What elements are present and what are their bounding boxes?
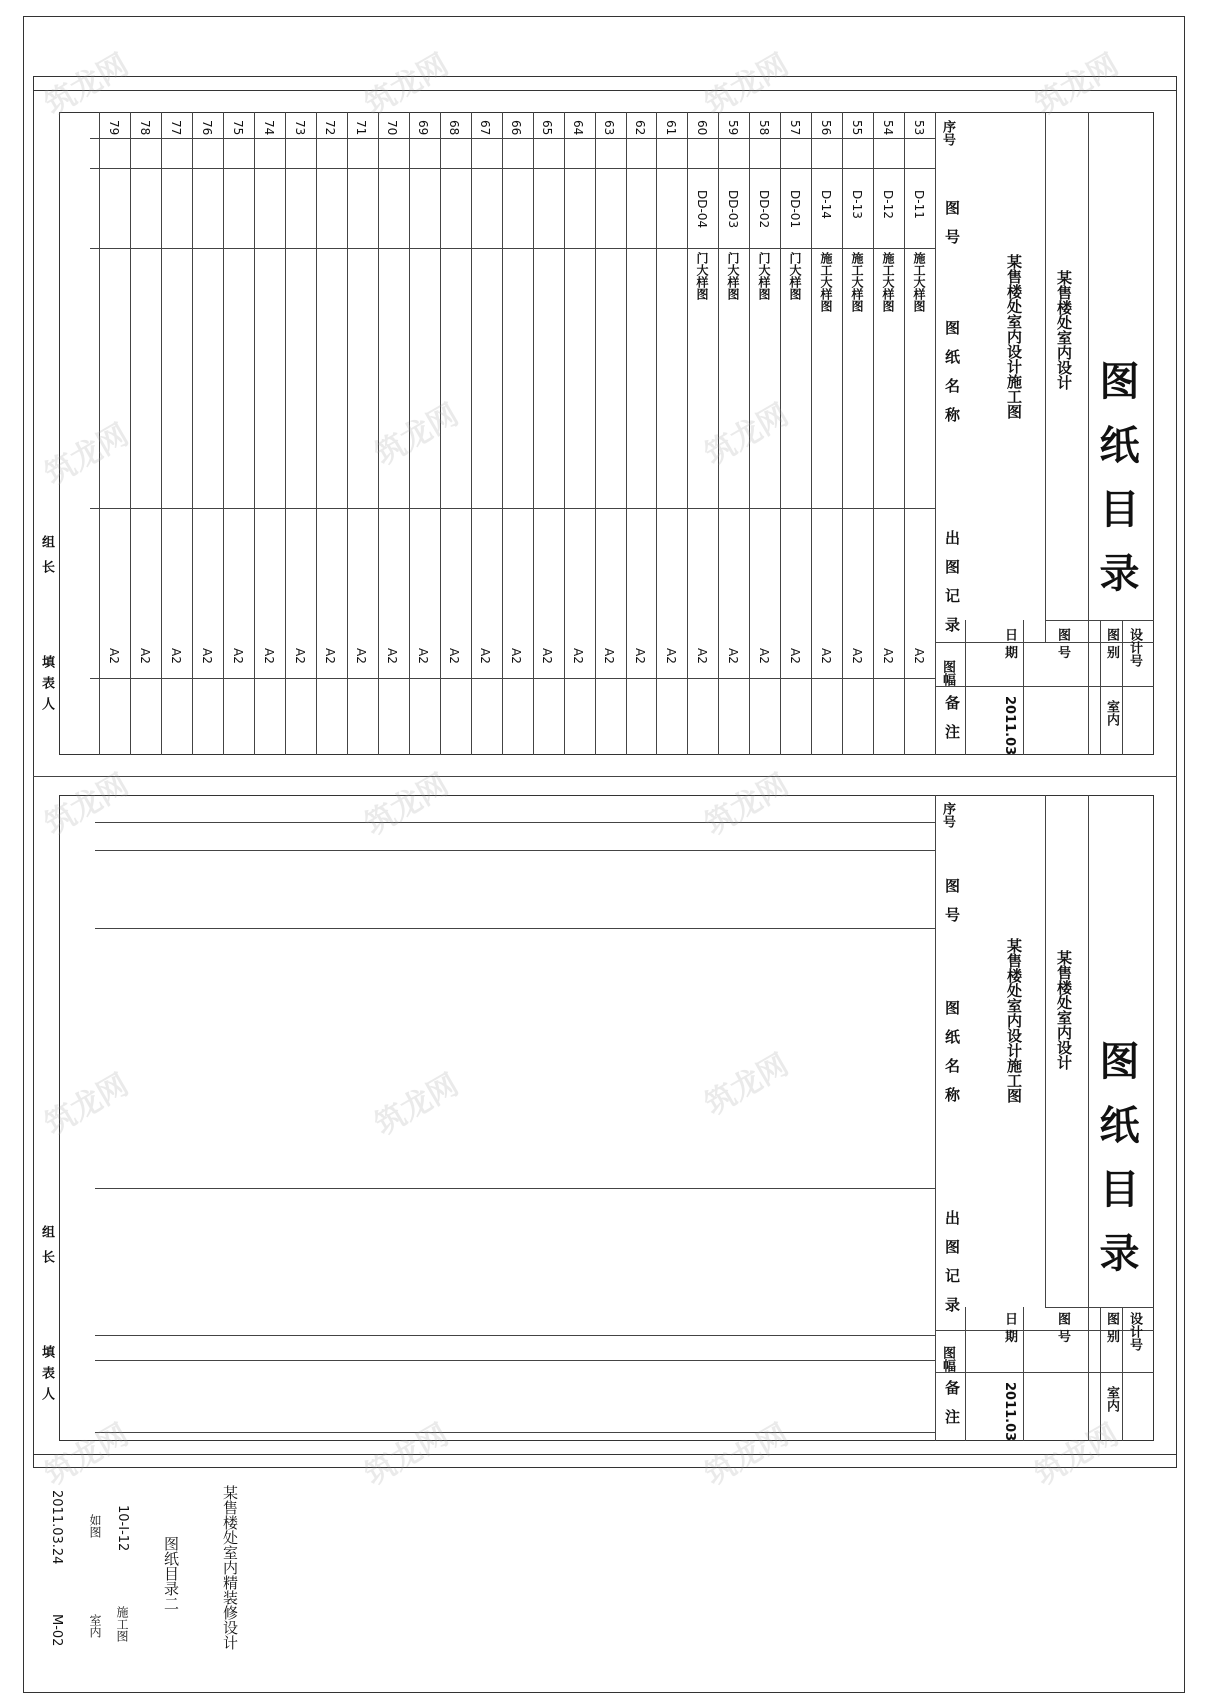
watermark: 筑龙网 [39,1067,135,1143]
col-header-size: 图幅 [940,660,955,686]
watermark: 筑龙网 [369,397,465,473]
watermark: 筑龙网 [369,1067,465,1143]
row-divider [440,112,441,755]
row-name: 施工大样图 [819,252,833,312]
row-size: A2 [881,648,895,664]
row-size: A2 [262,648,276,664]
row-name: 施工大样图 [912,252,926,312]
row-size: A2 [107,648,121,664]
row-size: A2 [602,648,616,664]
col-header-drawing-no: 图号 [943,878,961,936]
tb-stage: 施工图 [115,1606,129,1642]
row-seq: 78 [138,120,152,136]
row-seq: 71 [354,120,368,136]
design-no-label: 设计号 [1127,628,1142,667]
project-subtitle: 某售楼处室内设计施工图 [1005,938,1023,1103]
row-size: A2 [323,648,337,664]
row-seq: 76 [200,120,214,136]
row-seq: 64 [571,120,585,136]
row-name: 施工大样图 [850,252,864,312]
footer-leader-label: 组长 [39,1225,54,1275]
watermark: 筑龙网 [699,1047,795,1123]
row-divider [130,112,131,755]
row-size: A2 [633,648,647,664]
col-header-remark: 备注 [943,1380,961,1438]
row-size: A2 [788,648,802,664]
row-size: A2 [293,648,307,664]
col-header-seq: 序号 [940,802,955,828]
row-size: A2 [354,648,368,664]
row-seq: 77 [169,120,183,136]
row-divider [254,112,255,755]
row-seq: 65 [540,120,554,136]
row-seq: 73 [293,120,307,136]
row-divider [99,112,100,755]
row-size: A2 [478,648,492,664]
tb-project: 某售楼处室内精装修设计 [221,1485,239,1650]
watermark: 筑龙网 [359,47,455,123]
category-value: 室内 [1104,1386,1119,1412]
watermark: 筑龙网 [699,47,795,123]
row-size: A2 [138,648,152,664]
row-seq: 53 [912,120,926,136]
table-border [59,795,1154,1441]
row-divider [904,112,905,755]
watermark: 筑龙网 [1029,47,1125,123]
row-size: A2 [509,648,523,664]
row-seq: 60 [695,120,709,136]
tb-date: 2011.03.24 [49,1490,64,1565]
row-size: A2 [540,648,554,664]
row-code: D-14 [819,190,833,219]
row-size: A2 [447,648,461,664]
row-seq: 54 [881,120,895,136]
date-value: 2011.03 [1002,696,1017,756]
row-divider [718,112,719,755]
category-label: 图 别 [1104,1312,1119,1343]
row-seq: 59 [726,120,740,136]
row-code: D-12 [881,190,895,219]
row-size: A2 [416,648,430,664]
row-divider [656,112,657,755]
row-size: A2 [385,648,399,664]
footer-filler-label: 填表人 [39,1345,54,1408]
date-value: 2011.03 [1002,1382,1017,1442]
row-seq: 55 [850,120,864,136]
catalog-title: 图纸目录 [1093,1040,1140,1296]
row-size: A2 [695,648,709,664]
date-label: 日 期 [1002,628,1017,659]
drawing-no-label: 图 号 [1055,1312,1070,1343]
category-label: 图 别 [1104,628,1119,659]
row-size: A2 [819,648,833,664]
row-seq: 69 [416,120,430,136]
category-value: 室内 [1104,700,1119,726]
row-name: 门大样图 [726,252,740,300]
row-divider [873,112,874,755]
row-divider [285,112,286,755]
tb-job-no: 10-I-12 [115,1505,130,1552]
row-code: DD-03 [726,190,740,229]
watermark: 筑龙网 [39,47,135,123]
drawing-no-label: 图 号 [1055,628,1070,659]
row-divider [811,112,812,755]
row-divider [533,112,534,755]
row-seq: 56 [819,120,833,136]
row-divider [595,112,596,755]
design-no-label: 设计号 [1127,1312,1142,1351]
col-header-seq: 序号 [940,120,955,146]
watermark: 筑龙网 [1029,1417,1125,1493]
row-seq: 75 [231,120,245,136]
row-size: A2 [757,648,771,664]
col-header-issue-record: 出图记录 [943,530,961,646]
watermark: 筑龙网 [699,767,795,843]
row-seq: 57 [788,120,802,136]
col-header-issue-record: 出图记录 [943,1210,961,1326]
tb-sheet-no: M-02 [49,1614,64,1647]
watermark: 筑龙网 [359,1417,455,1493]
row-seq: 68 [447,120,461,136]
row-divider [471,112,472,755]
project-subtitle: 某售楼处室内设计施工图 [1005,254,1023,419]
row-code: DD-04 [695,190,709,229]
row-name: 门大样图 [695,252,709,300]
row-seq: 70 [385,120,399,136]
row-size: A2 [231,648,245,664]
row-size: A2 [912,648,926,664]
row-divider [842,112,843,755]
row-divider [316,112,317,755]
row-code: D-13 [850,190,864,219]
tb-scale: 如图 [88,1514,102,1538]
date-label: 日 期 [1002,1312,1017,1343]
row-name: 门大样图 [788,252,802,300]
row-seq: 79 [107,120,121,136]
row-seq: 66 [509,120,523,136]
row-size: A2 [850,648,864,664]
row-seq: 67 [478,120,492,136]
row-divider [626,112,627,755]
watermark: 筑龙网 [39,1417,135,1493]
row-seq: 63 [602,120,616,136]
col-header-drawing-no: 图号 [943,200,961,258]
col-header-size: 图幅 [940,1346,955,1372]
row-divider [502,112,503,755]
col-header-remark: 备注 [943,695,961,753]
watermark: 筑龙网 [39,417,135,493]
row-name: 施工大样图 [881,252,895,312]
row-seq: 74 [262,120,276,136]
row-seq: 72 [323,120,337,136]
page-divider [33,776,1177,777]
row-seq: 61 [664,120,678,136]
row-divider [192,112,193,755]
project-name: 某售楼处室内设计 [1055,270,1073,390]
row-size: A2 [169,648,183,664]
row-divider [347,112,348,755]
row-size: A2 [726,648,740,664]
row-code: DD-01 [788,190,802,229]
row-divider [749,112,750,755]
watermark: 筑龙网 [39,767,135,843]
row-divider [161,112,162,755]
watermark: 筑龙网 [699,397,795,473]
tb-discipline: 室内 [88,1614,102,1638]
row-divider [780,112,781,755]
footer-leader-label: 组长 [39,535,54,585]
col-header-drawing-name: 图纸名称 [943,320,961,436]
row-divider [223,112,224,755]
project-name: 某售楼处室内设计 [1055,950,1073,1070]
row-divider [687,112,688,755]
row-divider [409,112,410,755]
row-code: DD-02 [757,190,771,229]
col-header-drawing-name: 图纸名称 [943,1000,961,1116]
row-name: 门大样图 [757,252,771,300]
tb-sheet-title: 图纸目录二 [162,1536,180,1611]
row-code: D-11 [912,190,926,219]
row-size: A2 [571,648,585,664]
row-seq: 62 [633,120,647,136]
row-size: A2 [200,648,214,664]
row-divider [378,112,379,755]
row-seq: 58 [757,120,771,136]
row-divider [564,112,565,755]
watermark: 筑龙网 [699,1417,795,1493]
watermark: 筑龙网 [359,767,455,843]
footer-filler-label: 填表人 [39,655,54,718]
catalog-title: 图纸目录 [1093,360,1140,616]
row-size: A2 [664,648,678,664]
